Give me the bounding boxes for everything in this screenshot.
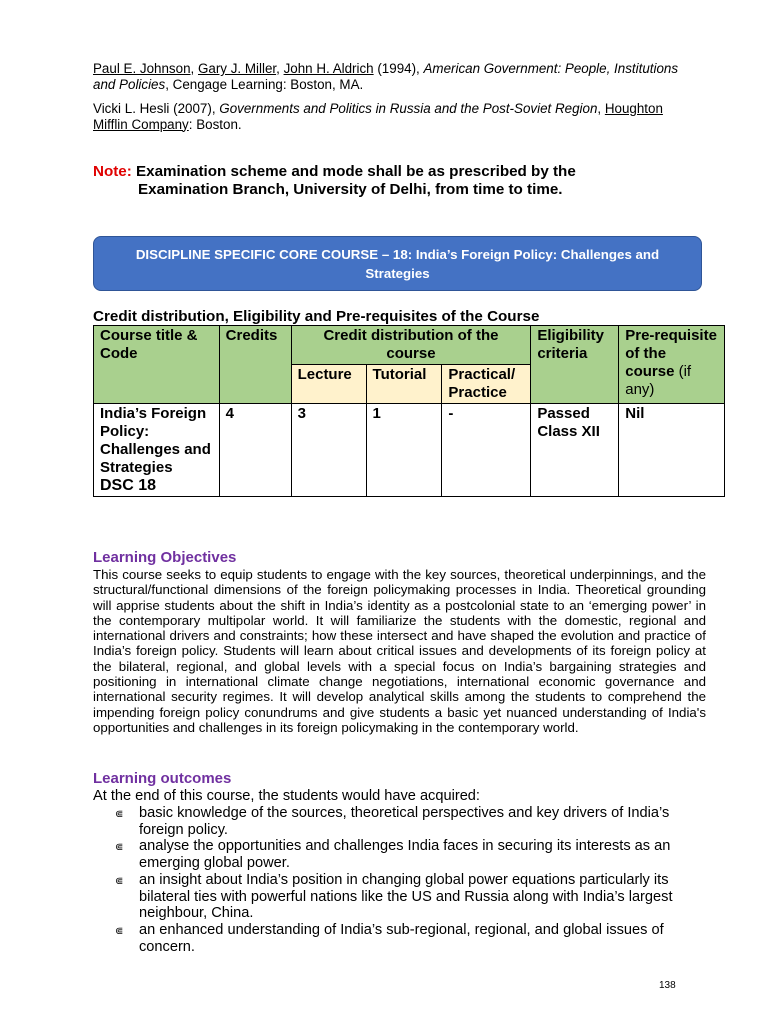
author-link[interactable]: John H. Aldrich [283,61,374,76]
list-item [93,872,683,922]
header-distribution: Credit distribution of the course [291,326,531,365]
header-prereq [619,326,725,404]
note-label: Note: [93,163,132,180]
cell-tutorial: 1 [366,404,442,497]
note-line-2: Examination Branch, University of Delhi, from time to time. [138,181,563,198]
bullet-icon: ⋐ [115,842,124,854]
separator: , [597,101,605,116]
cell-credits: 4 [219,404,291,497]
header-credits: Credits [219,326,291,404]
separator: , [276,61,284,76]
cell-lecture: 3 [291,404,366,497]
list-item-text: an insight about India’s position in changing global power equations particularly its bilateral ties with powerful nations like the US and Russia along with India’s largest neighbour, China. [139,871,673,922]
cell-course [94,404,220,497]
cell-practical: - [442,404,531,497]
learning-objectives-text: This course seeks to equip students to engage with the key sources, theoretical underpinnings, and the structural/functional dimensions of the foreign policymaking processes in India. Theoretical grounding will apprise students about the shift in India’s identity as a postcolonial state to an ‘emerging power’ in the contemporary multipolar world. It will familiarize the students with the domestic, regional and international drivers and constraints; how these intersect and have shaped the evolution and practice of India’s foreign policy. Students will learn about critical issues and developments of its foreign policy at the bilateral, regional, and global levels with a special focus on India’s bargaining strategies and positioning in international climate change negotiations, international economic governance and international security regimes. It will develop analytical skills among the students to comprehend the impending foreign policy conundrums and give students a basic yet nuanced understanding of India's opportunities and challenges in its foreign policymaking in the contemporary world. [93,567,706,735]
header-lecture: Lecture [291,365,366,404]
header-course: Course title & Code [94,326,220,404]
cell-eligibility: Passed Class XII [531,404,619,497]
publisher-link[interactable]: Houghton Mifflin Company [93,101,663,132]
cell-prereq: Nil [619,404,725,497]
header-practical: Practical/ Practice [442,365,531,404]
learning-objectives-heading: Learning Objectives [93,549,237,566]
bullet-icon: ⋐ [115,875,124,887]
author-link[interactable]: Gary J. Miller [197,61,277,76]
outcomes-list [93,805,683,955]
table-caption: Credit distribution, Eligibility and Pre-requisites of the Course [93,308,540,325]
bullet-icon: ⋐ [115,809,124,820]
reference-author: Vicki L. Hesli (2007), [93,101,220,116]
header-eligibility: Eligibility criteria [531,326,619,404]
list-item [93,805,683,838]
list-item-text: basic knowledge of the sources, theoretical perspectives and key drivers of India’s foreign policy. [139,805,670,838]
prereq-label: Pre-requisite of the course [625,327,717,380]
list-item-text: an enhanced understanding of India’s sub-regional, regional, and global issues of concern. [139,921,664,955]
course-title-banner [93,236,702,291]
reference-hesli [93,101,683,132]
examination-note [93,163,678,199]
reference-year: (1994), [373,61,424,76]
author-link[interactable]: Paul E. Johnson [93,61,191,76]
header-tutorial: Tutorial [366,365,442,404]
list-item [93,838,683,871]
prereq-note: (if any) [625,363,692,398]
banner-text: DISCIPLINE SPECIFIC CORE COURSE – 18: India’s Foreign Policy: Challenges and Strategies [135,246,660,281]
outcomes-intro: At the end of this course, the students would have acquired: [93,788,480,804]
list-item-text: analyse the opportunities and challenges India faces in securing its interests as an emerging global power. [139,838,671,872]
note-line-1: Examination scheme and mode shall be as prescribed by the [131,163,576,180]
course-code: DSC 18 [100,477,157,494]
table-row [94,404,725,497]
separator: , [190,61,198,76]
reference-place: : Boston. [188,116,242,132]
list-item [93,922,683,955]
course-title: India’s Foreign Policy: Challenges and Strategies [100,405,211,476]
reference-title: American Government: People, Institutions and Policies [93,61,679,92]
page-number: 138 [659,980,676,991]
table-header-row [94,326,725,365]
bullet-icon: ⋐ [115,925,124,937]
reference-johnson [93,61,683,92]
reference-publisher: , Cengage Learning: Boston, MA. [165,76,364,92]
credit-table [93,325,725,497]
learning-outcomes-heading: Learning outcomes [93,770,232,787]
reference-title: Governments and Politics in Russia and the Post-Soviet Region [219,101,598,116]
